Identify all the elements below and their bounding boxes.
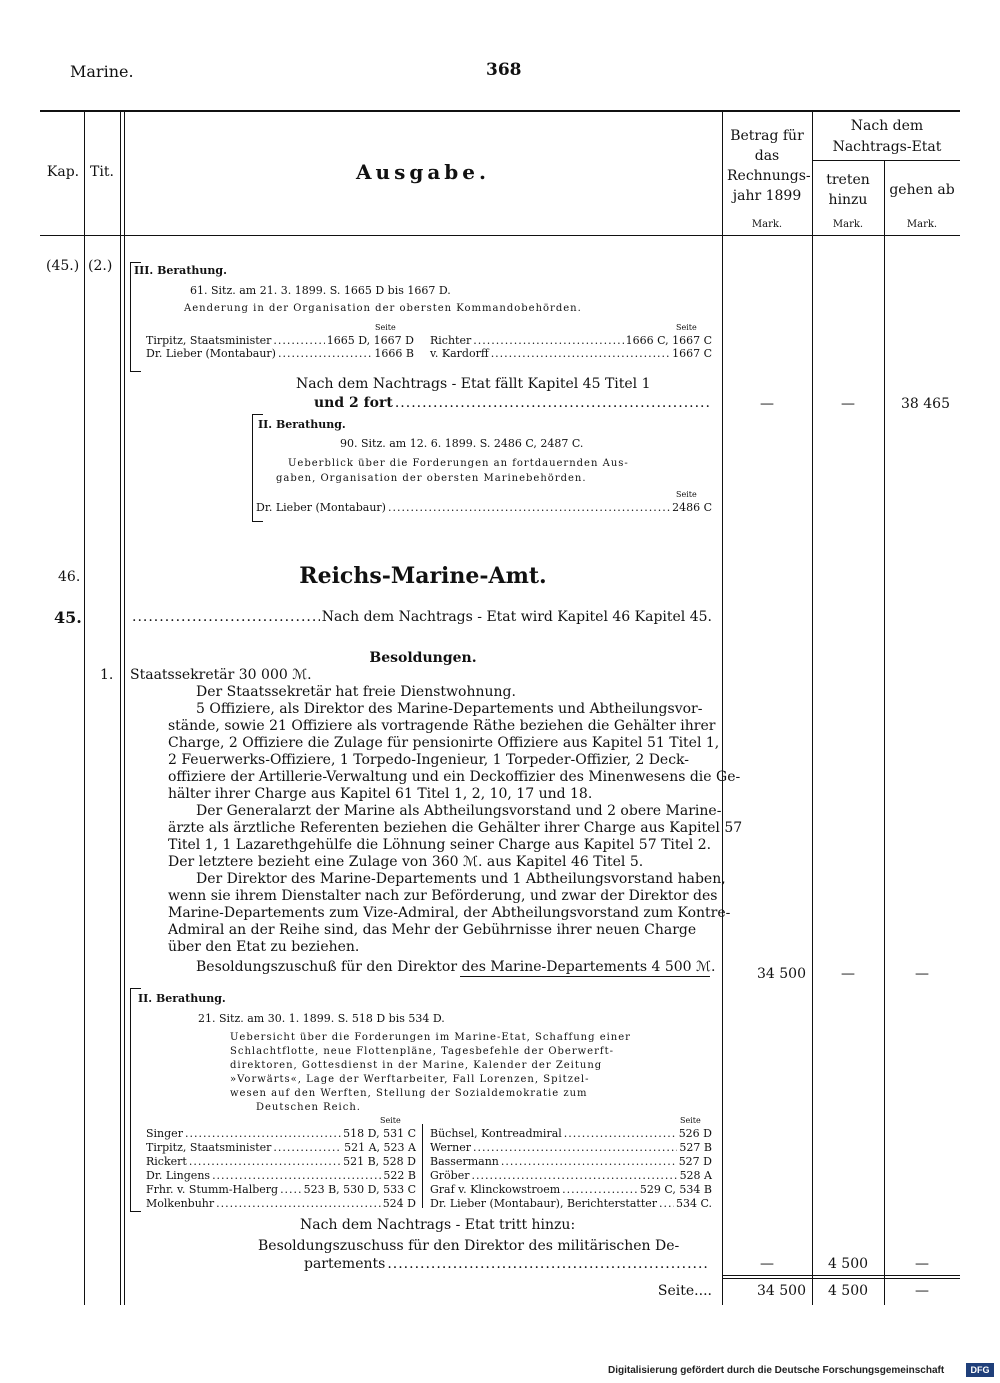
sec1-speaker-row: Richter ..... 1666 C, 1667 C xyxy=(430,334,712,347)
sec1-bracket xyxy=(130,262,141,372)
sec3-speaker-row: Molkenbuhr ..... 524 D xyxy=(146,1197,416,1210)
total-seite-label: Seite.... xyxy=(657,1283,712,1299)
besoldung-line: hälter ihrer Charge aus Kapitel 61 Titel 1, 2, 10, 17 und 18. xyxy=(168,786,593,802)
col-rule-kap xyxy=(84,110,85,1305)
sec3-title: II. Berathung. xyxy=(138,992,226,1005)
sec1-nach-line2: und 2 fort ..... xyxy=(314,395,712,411)
header-tit: Tit. xyxy=(90,164,114,180)
sec3-betrag: — xyxy=(760,1256,774,1272)
sec1-treten: — xyxy=(841,396,855,412)
besoldung-line: Der Generalarzt der Marine als Abtheilungsvorstand und 2 obere Marine- xyxy=(196,803,722,819)
sec3-bracket xyxy=(130,988,141,1212)
total-betrag: 34 500 xyxy=(757,1283,806,1299)
sec1-seite-right: Seite xyxy=(676,323,697,332)
sec3-speaker-row: Singer ..... 518 D, 531 C xyxy=(146,1127,416,1140)
besoldung-line: Der letztere bezieht eine Zulage von 360 ℳ. aus Kapitel 46 Titel 5. xyxy=(168,854,644,870)
reichs-nach-line: ..... Nach dem Nachtrags - Etat wird Kapitel 46 Kapitel 45. xyxy=(132,609,712,625)
table-top-rule xyxy=(40,110,960,112)
header-mark-treten: Mark. xyxy=(832,219,864,230)
besoldung-line: Der Direktor des Marine-Departements und 1 Abtheilungsvorstand haben, xyxy=(196,871,726,887)
total-treten: 4 500 xyxy=(827,1283,869,1299)
header-mark-gehen: Mark. xyxy=(906,219,938,230)
sec3-speaker-row: Dr. Lingens ..... 522 B xyxy=(146,1169,416,1182)
sec1-speaker-row: Tirpitz, Staatsminister ..... 1665 D, 1667 D xyxy=(146,334,414,347)
col-rule-betrag xyxy=(812,110,813,1305)
sec3-topic-line: direktoren, Gottesdienst in der Marine, Kalender der Zeitung xyxy=(230,1060,603,1071)
total-rule-1 xyxy=(722,1275,960,1276)
besoldung-line: Admiral an der Reihe sind, das Mehr der Gebührnisse ihrer neuen Charge xyxy=(168,922,697,938)
sec3-speaker-row: Tirpitz, Staatsminister ..... 521 A, 523 A xyxy=(146,1141,416,1154)
running-head: Marine. xyxy=(70,62,134,81)
header-kap: Kap. xyxy=(46,164,80,180)
reichs-betrag: 34 500 xyxy=(757,966,806,982)
sec1-speaker-row: Dr. Lieber (Montabaur) ..... 1666 B xyxy=(146,347,414,360)
sec3-column-divider xyxy=(422,1124,423,1208)
sec3-seite-right: Seite xyxy=(680,1116,701,1125)
dfg-logo-icon: DFG xyxy=(966,1363,994,1377)
besoldung-line: Charge, 2 Offiziere die Zulage für pensionirte Offiziere aus Kapitel 51 Titel 1, xyxy=(168,735,720,751)
total-gehen: — xyxy=(915,1283,929,1299)
besoldung-line: 5 Offiziere, als Direktor des Marine-Departements und Abtheilungsvor- xyxy=(196,701,703,717)
sec2-sitting: 90. Sitz. am 12. 6. 1899. S. 2486 C, 2487 C. xyxy=(340,437,584,450)
sec3-treten: 4 500 xyxy=(827,1256,869,1272)
besoldung-line: ärzte als ärztliche Referenten beziehen die Gehälter ihrer Charge aus Kapitel 57 xyxy=(168,820,743,836)
sec1-betrag: — xyxy=(760,396,774,412)
col-rule-tit-2 xyxy=(124,110,125,1305)
sec1-nach-line1: Nach dem Nachtrags - Etat fällt Kapitel 45 Titel 1 xyxy=(296,376,651,392)
besoldung-line: wenn sie ihrem Dienstalter nach zur Beförderung, und zwar der Direktor des xyxy=(168,888,718,904)
reichs-gehen: — xyxy=(915,966,929,982)
page-number: 368 xyxy=(486,60,522,80)
header-treten: treten hinzu xyxy=(826,172,870,208)
header-betrag: Betrag für das Rechnungs- jahr 1899 xyxy=(727,128,811,204)
besoldung-line: Staatssekretär 30 000 ℳ. xyxy=(130,667,312,683)
reichs-kap-new: 45. xyxy=(54,608,82,627)
col-rule-text xyxy=(722,110,723,1305)
dfg-credit: Digitalisierung gefördert durch die Deutsche Forschungsgemeinschaft xyxy=(608,1365,945,1376)
sec3-topic-line: wesen auf den Werften, Stellung der Sozialdemokratie zum xyxy=(230,1088,588,1099)
sec3-speaker-row: Graf v. Klinckowstroem ..... 529 C, 534 B xyxy=(430,1183,712,1196)
sec1-seite-left: Seite xyxy=(375,323,396,332)
sec1-sitting: 61. Sitz. am 21. 3. 1899. S. 1665 D bis 1667 D. xyxy=(190,284,451,297)
sec3-speaker-row: Gröber ..... 528 A xyxy=(430,1169,712,1182)
sec3-topic-line: Uebersicht über die Forderungen im Marine-Etat, Schaffung einer xyxy=(230,1032,631,1043)
col-rule-treten xyxy=(884,160,885,1305)
sec3-speaker-row: Dr. Lieber (Montabaur), Berichterstatter ..... 534 C. xyxy=(430,1197,712,1210)
header-gehen: gehen ab xyxy=(889,182,955,198)
besoldung-line: Besoldungszuschuß für den Direktor des Marine-Departements 4 500 ℳ. xyxy=(196,959,716,975)
besoldung-line: Titel 1, 1 Lazarethgehülfe die Löhnung seiner Charge aus Kapitel 57 Titel 2. xyxy=(168,837,712,853)
header-mark-betrag: Mark. xyxy=(751,219,783,230)
sec1-topic: Aenderung in der Organisation der obersten Kommandobehörden. xyxy=(184,303,582,314)
sec3-speaker-row: Werner ..... 527 B xyxy=(430,1141,712,1154)
sec1-gehen: 38 465 xyxy=(901,396,950,412)
besoldung-underline xyxy=(460,976,710,977)
sec2-topic-line1: Ueberblick über die Forderungen an fortdauernden Aus- xyxy=(288,458,629,469)
reichs-title: Reichs-Marine-Amt. xyxy=(299,563,547,589)
sec3-sitting: 21. Sitz. am 30. 1. 1899. S. 518 D bis 534 D. xyxy=(198,1012,445,1025)
sec3-speaker-row: Frhr. v. Stumm-Halberg ..... 523 B, 530 D, 533 C xyxy=(146,1183,416,1196)
nach-subheader-rule xyxy=(812,160,960,161)
sec3-bz-line2: partements ..... xyxy=(304,1256,712,1272)
sec3-topic-line: Schlachtflotte, neue Flottenpläne, Tagesbefehle der Oberwerft- xyxy=(230,1046,614,1057)
reichs-kap-old: 46. xyxy=(58,569,81,585)
sec3-seite-left: Seite xyxy=(380,1116,401,1125)
besoldung-line: Der Staatssekretär hat freie Dienstwohnung. xyxy=(196,684,516,700)
sec3-speaker-row: Rickert ..... 521 B, 528 D xyxy=(146,1155,416,1168)
besoldung-line: stände, sowie 21 Offiziere als vortragende Räthe beziehen die Gehälter ihrer xyxy=(168,718,716,734)
sec1-tit: (2.) xyxy=(88,258,113,274)
sec3-topic-line: Deutschen Reich. xyxy=(256,1102,361,1113)
sec1-speaker-row: v. Kardorff ..... 1667 C xyxy=(430,347,712,360)
sec2-speaker-row: Dr. Lieber (Montabaur) ..... 2486 C xyxy=(256,501,712,514)
header-nach: Nach dem Nachtrags-Etat xyxy=(832,118,942,155)
header-bottom-rule xyxy=(40,235,960,236)
col-rule-tit xyxy=(120,110,121,1305)
besoldung-line: 2 Feuerwerks-Offiziere, 1 Torpedo-Ingenieur, 1 Torpeder-Offizier, 2 Deck- xyxy=(168,752,690,768)
sec3-topic-line: »Vorwärts«, Lage der Werftarbeiter, Fall Lorenzen, Spitzel- xyxy=(230,1074,590,1085)
sec3-nach-line: Nach dem Nachtrags - Etat tritt hinzu: xyxy=(300,1217,576,1233)
sec1-title: III. Berathung. xyxy=(134,264,227,277)
besoldung-line: offiziere der Artillerie-Verwaltung und ein Deckoffizier des Minenwesens die Ge- xyxy=(168,769,741,785)
sec1-kap: (45.) xyxy=(46,258,80,274)
sec2-seite: Seite xyxy=(676,490,697,499)
sec3-gehen: — xyxy=(915,1256,929,1272)
besoldungen-heading: Besoldungen. xyxy=(369,650,477,666)
sec2-title: II. Berathung. xyxy=(258,418,346,431)
besoldung-line: Marine-Departements zum Vize-Admiral, der Abtheilungsvorstand zum Kontre- xyxy=(168,905,731,921)
sec2-topic-line2: gaben, Organisation der obersten Marinebehörden. xyxy=(276,473,587,484)
sec3-bz-line1: Besoldungszuschuss für den Direktor des militärischen De- xyxy=(258,1238,680,1254)
besoldung-line: über den Etat zu beziehen. xyxy=(168,939,360,955)
total-rule-2 xyxy=(722,1278,960,1279)
besoldungen-tit: 1. xyxy=(100,667,114,683)
sec3-speaker-row: Bassermann ..... 527 D xyxy=(430,1155,712,1168)
sec3-speaker-row: Büchsel, Kontreadmiral ..... 526 D xyxy=(430,1127,712,1140)
reichs-treten: — xyxy=(841,966,855,982)
header-ausgabe: Ausgabe. xyxy=(356,160,490,184)
